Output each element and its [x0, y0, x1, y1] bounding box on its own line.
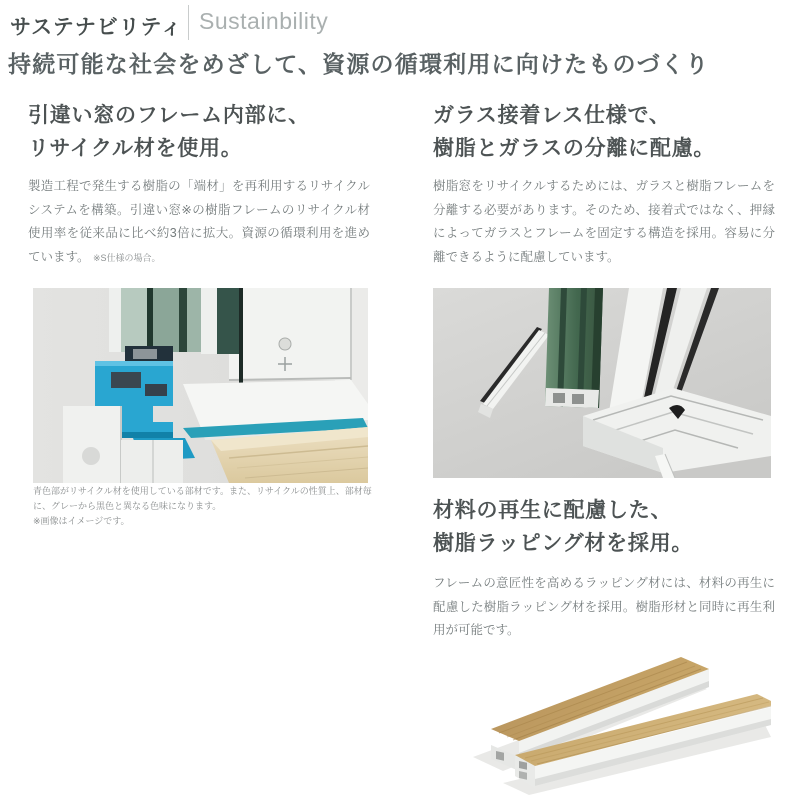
- page-title-jp: サステナビリティ: [10, 16, 183, 39]
- white-sash: [229, 288, 351, 380]
- banner-heading: 持続可能な社会をめざして、資源の循環利用に向けたものづくり: [8, 51, 710, 77]
- recycled-frame-heading-line2: リサイクル材を使用。: [28, 137, 243, 160]
- glass-separation-heading-line1: ガラス接着レス仕様で、: [433, 104, 671, 127]
- page-title-en: Sustainbility: [199, 8, 329, 34]
- photo1-caption-note: ※画像はイメージです。: [33, 516, 130, 526]
- window-cutaway-photo: [33, 288, 368, 483]
- recycled-frame-body-text: 製造工程で発生する樹脂の「端材」を再利用するリサイクルシステムを構築。引違い窓※の樹脂フレームのリサイクル材使用率を従来品に比べ約3倍に拡大。資源の循環利用を進めています。: [28, 179, 370, 264]
- wrapping-material-heading-line1: 材料の再生に配慮した、: [433, 499, 673, 522]
- wrapping-material-heading: [433, 494, 693, 560]
- glass-separation-heading: [433, 99, 715, 165]
- recycled-frame-note: ※S仕様の場合。: [93, 252, 161, 263]
- photo1-caption-text: 青色部がリサイクル材を使用している部材です。また、リサイクルの性質上、部材毎に、グレーから黒色と異なる色味になります。: [33, 486, 372, 511]
- glass-separation-heading-line2: 樹脂とガラスの分離に配慮。: [433, 137, 716, 160]
- wrapping-material-photo: [433, 645, 771, 795]
- glass-separation-photo: [433, 288, 771, 478]
- photo1-caption: [33, 484, 379, 529]
- wrapping-material-body: フレームの意匠性を高めるラッピング材には、材料の再生に配慮した樹脂ラッピング材を採用。樹脂形材と同時に再生利用が可能です。: [433, 576, 775, 637]
- glass-unit: [545, 288, 603, 408]
- recycled-frame-heading: [28, 99, 310, 165]
- recycled-frame-body: [28, 175, 370, 270]
- recycled-frame-heading-line1: 引違い窓のフレーム内部に、: [28, 104, 310, 127]
- wrapping-material-heading-line2: 樹脂ラッピング材を採用。: [433, 532, 694, 555]
- glass-separation-body: 樹脂窓をリサイクルするためには、ガラスと樹脂フレームを分離する必要があります。そのため、接着式ではなく、押縁によってガラスとフレームを固定する構造を採用。容易に分離できるように配慮しています。: [433, 179, 775, 264]
- title-divider: [188, 5, 189, 40]
